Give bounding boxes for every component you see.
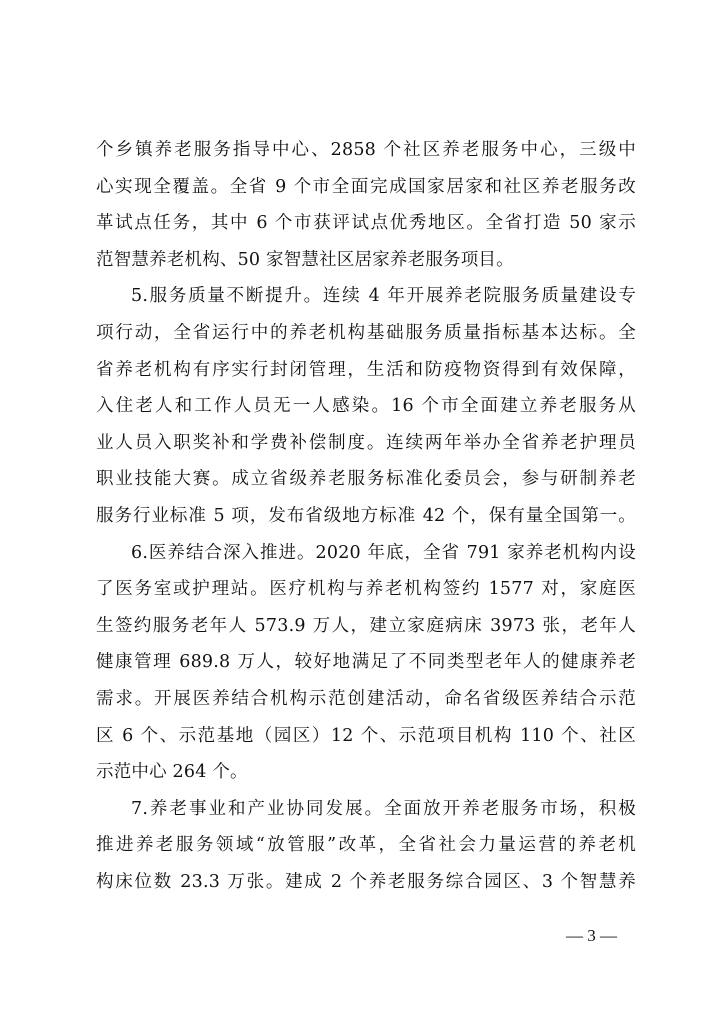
section-5-heading-line: 5.服务质量不断提升。连续 4 年开展养老院服务质量建设专 <box>131 286 636 307</box>
text-line: 业人员入职奖补和学费补偿制度。连续两年举办全省养老护理员 <box>96 432 636 453</box>
text-line: 区 6 个、示范基地（园区）12 个、示范项目机构 110 个、社区 <box>96 725 636 746</box>
page-number: — 3 — <box>566 926 617 945</box>
section-7-heading-line: 7.养老事业和产业协同发展。全面放开养老服务市场，积极 <box>131 798 636 819</box>
text-line: 入住老人和工作人员无一人感染。16 个市全面建立养老服务从 <box>96 396 636 417</box>
text-line: 个乡镇养老服务指导中心、2858 个社区养老服务中心，三级中 <box>96 140 636 160</box>
text-line: 需求。开展医养结合机构示范创建活动，命名省级医养结合示范 <box>96 688 636 709</box>
text-line: 职业技能大赛。成立省级养老服务标准化委员会，参与研制养老 <box>96 469 636 490</box>
body-text <box>96 132 636 900</box>
text-line: 构床位数 23.3 万张。建成 2 个养老服务综合园区、3 个智慧养 <box>96 871 636 892</box>
text-line: 革试点任务，其中 6 个市获评试点优秀地区。全省打造 50 家示 <box>96 213 636 234</box>
section-6-heading-line: 6.医养结合深入推进。2020 年底，全省 791 家养老机构内设 <box>131 542 636 563</box>
text-line: 示范中心 264 个。 <box>96 762 248 783</box>
text-line: 服务行业标准 5 项，发布省级地方标准 42 个，保有量全国第一。 <box>96 505 636 526</box>
text-line: 生签约服务老年人 573.9 万人，建立家庭病床 3973 张，老年人 <box>96 615 636 636</box>
text-line: 了医务室或护理站。医疗机构与养老机构签约 1577 对，家庭医 <box>96 579 636 600</box>
text-line: 心实现全覆盖。全省 9 个市全面完成国家居家和社区养老服务改 <box>96 176 636 197</box>
text-line: 推进养老服务领域“放管服”改革，全省社会力量运营的养老机 <box>96 835 636 856</box>
text-line: 省养老机构有序实行封闭管理，生活和防疫物资得到有效保障， <box>96 359 636 380</box>
text-line: 项行动，全省运行中的养老机构基础服务质量指标基本达标。全 <box>96 322 636 343</box>
text-line: 健康管理 689.8 万人，较好地满足了不同类型老年人的健康养老 <box>96 652 636 673</box>
text-line: 范智慧养老机构、50 家智慧社区居家养老服务项目。 <box>96 249 514 270</box>
